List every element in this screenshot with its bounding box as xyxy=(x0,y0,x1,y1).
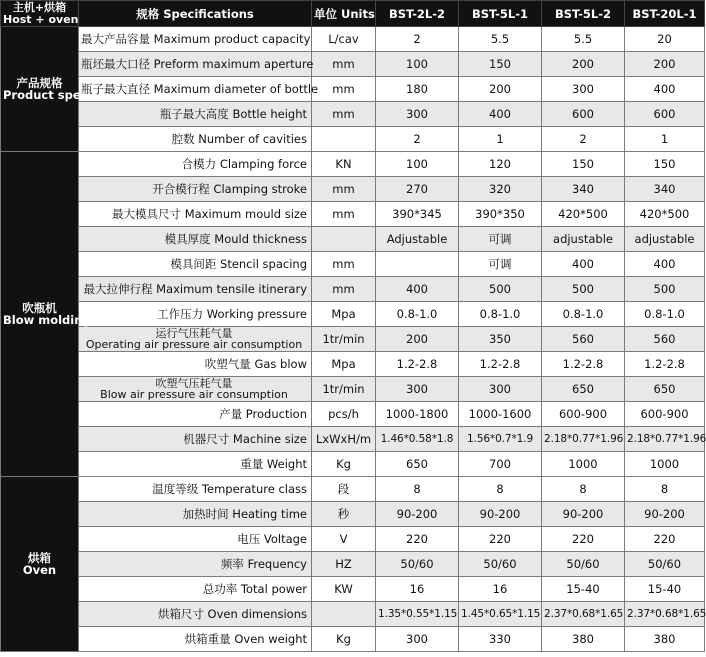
spec-name: 模具厚度 Mould thickness xyxy=(79,227,312,252)
spec-value: 1 xyxy=(459,127,542,152)
spec-name-cn: 运行气压耗气量 xyxy=(155,327,233,340)
table-row xyxy=(1,452,705,477)
table-header xyxy=(1,1,705,27)
spec-unit: mm xyxy=(312,77,376,102)
table-row xyxy=(1,127,705,152)
section-label-en: Oven xyxy=(22,563,57,577)
spec-name: 温度等级 Temperature class xyxy=(79,477,312,502)
spec-unit xyxy=(312,227,376,252)
table-row xyxy=(1,377,705,402)
spec-value: 220 xyxy=(459,527,542,552)
spec-value: 300 xyxy=(376,377,459,402)
spec-name: 最大模具尺寸 Maximum mould size xyxy=(79,202,312,227)
spec-value: 200 xyxy=(459,77,542,102)
table-row xyxy=(1,402,705,427)
spec-name: 瓶子最大高度 Bottle height xyxy=(79,102,312,127)
spec-name: 模具间距 Stencil spacing xyxy=(79,252,312,277)
spec-value: 1000-1800 xyxy=(376,402,459,427)
table-row xyxy=(1,327,705,352)
header-model: BST-5L-1 xyxy=(459,1,542,27)
table-row xyxy=(1,52,705,77)
spec-value: 90-200 xyxy=(459,502,542,527)
section-label xyxy=(1,152,150,477)
spec-value: 380 xyxy=(625,627,705,652)
spec-unit: 段 xyxy=(312,477,376,502)
header-unit: 单位 Units xyxy=(312,1,376,27)
spec-value: Adjustable xyxy=(376,227,459,252)
spec-value xyxy=(376,252,459,277)
header-corner-cn: 主机+烘箱 xyxy=(12,0,67,14)
spec-value: 1.35*0.55*1.15 xyxy=(376,602,459,627)
spec-value: 390*345 xyxy=(376,202,459,227)
spec-value: 1.56*0.7*1.9 xyxy=(459,427,542,452)
spec-value: 可调 xyxy=(459,227,542,252)
spec-value: 560 xyxy=(542,327,625,352)
spec-value: 0.8-1.0 xyxy=(459,302,542,327)
spec-value: 2 xyxy=(376,127,459,152)
spec-value: 5.5 xyxy=(542,27,625,52)
spec-unit: 1tr/min xyxy=(312,327,376,352)
spec-unit: Mpa xyxy=(312,352,376,377)
spec-name-cn: 吹塑气压耗气量 xyxy=(155,377,233,390)
spec-value: 200 xyxy=(625,52,705,77)
table-row xyxy=(1,252,705,277)
spec-value: 0.8-1.0 xyxy=(542,302,625,327)
spec-name-en: Blow air pressure air consumption xyxy=(100,388,288,401)
table-row xyxy=(1,277,705,302)
spec-name: 烘箱尺寸 Oven dimensions xyxy=(79,602,312,627)
spec-value: 16 xyxy=(459,577,542,602)
header-corner-en: Host + oven xyxy=(3,12,79,26)
spec-value: 500 xyxy=(459,277,542,302)
spec-unit: mm xyxy=(312,277,376,302)
spec-value: 15-40 xyxy=(625,577,705,602)
spec-name: 频率 Frequency xyxy=(79,552,312,577)
table-row xyxy=(1,102,705,127)
spec-value: 100 xyxy=(376,152,459,177)
spec-value: 380 xyxy=(542,627,625,652)
spec-value: 5.5 xyxy=(459,27,542,52)
spec-name: 最大拉伸行程 Maximum tensile itinerary xyxy=(79,277,312,302)
spec-value: 420*500 xyxy=(625,202,705,227)
spec-unit: Kg xyxy=(312,627,376,652)
spec-value: 270 xyxy=(376,177,459,202)
table-row xyxy=(1,477,705,502)
spec-value: 50/60 xyxy=(459,552,542,577)
spec-value: 200 xyxy=(376,327,459,352)
spec-value: 16 xyxy=(376,577,459,602)
spec-value: 20 xyxy=(625,27,705,52)
spec-value: 300 xyxy=(542,77,625,102)
spec-name: 开合模行程 Clamping stroke xyxy=(79,177,312,202)
spec-value: 180 xyxy=(376,77,459,102)
spec-value: 8 xyxy=(376,477,459,502)
spec-name: 机器尺寸 Machine size xyxy=(79,427,312,452)
spec-value: 0.8-1.0 xyxy=(376,302,459,327)
spec-value: 600 xyxy=(625,102,705,127)
spec-value: 560 xyxy=(625,327,705,352)
header-corner xyxy=(1,1,79,27)
section-label xyxy=(1,477,79,652)
spec-unit: pcs/h xyxy=(312,402,376,427)
spec-unit: L/cav xyxy=(312,27,376,52)
spec-value: 15-40 xyxy=(542,577,625,602)
spec-value: 500 xyxy=(542,277,625,302)
spec-value: 1.2-2.8 xyxy=(376,352,459,377)
table-row xyxy=(1,427,705,452)
spec-value: 300 xyxy=(459,377,542,402)
spec-value: 420*500 xyxy=(542,202,625,227)
section-label xyxy=(1,27,147,152)
spec-value: 50/60 xyxy=(625,552,705,577)
spec-value: 150 xyxy=(459,52,542,77)
spec-value: 50/60 xyxy=(542,552,625,577)
spec-name: 腔数 Number of cavities xyxy=(79,127,312,152)
spec-name: 重量 Weight xyxy=(79,452,312,477)
spec-name: 电压 Voltage xyxy=(79,527,312,552)
spec-value: 1000 xyxy=(542,452,625,477)
spec-unit: HZ xyxy=(312,552,376,577)
spec-value: 2.37*0.68*1.65 xyxy=(625,602,705,627)
header-model: BST-2L-2 xyxy=(376,1,459,27)
spec-value: 1.2-2.8 xyxy=(542,352,625,377)
spec-value: 90-200 xyxy=(625,502,705,527)
spec-value: 150 xyxy=(542,152,625,177)
spec-value: 2 xyxy=(542,127,625,152)
spec-value: 340 xyxy=(625,177,705,202)
section-label-cn: 吹瓶机 xyxy=(22,301,57,315)
spec-value: 400 xyxy=(459,102,542,127)
spec-value: 600 xyxy=(542,102,625,127)
spec-value: 0.8-1.0 xyxy=(625,302,705,327)
section-label-cn: 产品规格 xyxy=(16,76,63,90)
spec-value: 200 xyxy=(542,52,625,77)
spec-value: 320 xyxy=(459,177,542,202)
spec-unit: mm xyxy=(312,177,376,202)
table-row xyxy=(1,602,705,627)
spec-unit: V xyxy=(312,527,376,552)
spec-unit: Kg xyxy=(312,452,376,477)
spec-unit: mm xyxy=(312,202,376,227)
table-row xyxy=(1,352,705,377)
table-row xyxy=(1,27,705,52)
spec-unit: LxWxH/m xyxy=(312,427,376,452)
spec-unit: KW xyxy=(312,577,376,602)
spec-name: 工作压力 Working pressure xyxy=(79,302,312,327)
spec-value: 650 xyxy=(542,377,625,402)
table-row xyxy=(1,577,705,602)
spec-value: 8 xyxy=(459,477,542,502)
spec-name xyxy=(79,327,312,352)
spec-unit: mm xyxy=(312,52,376,77)
spec-name: 合模力 Clamping force xyxy=(79,152,312,177)
spec-value: 220 xyxy=(376,527,459,552)
spec-value: 8 xyxy=(542,477,625,502)
spec-value: 700 xyxy=(459,452,542,477)
table-body xyxy=(1,27,705,652)
section-label-cn: 烘箱 xyxy=(28,551,51,565)
spec-unit: 1tr/min xyxy=(312,377,376,402)
spec-value: 2.18*0.77*1.96 xyxy=(625,427,705,452)
spec-value: 1.46*0.58*1.8 xyxy=(376,427,459,452)
spec-unit: 秒 xyxy=(312,502,376,527)
spec-name: 吹塑气量 Gas blow xyxy=(79,352,312,377)
spec-value: 90-200 xyxy=(542,502,625,527)
table-row xyxy=(1,502,705,527)
spec-unit: mm xyxy=(312,102,376,127)
spec-value: 600-900 xyxy=(625,402,705,427)
spec-unit: Mpa xyxy=(312,302,376,327)
spec-value: 50/60 xyxy=(376,552,459,577)
table-row xyxy=(1,227,705,252)
spec-value: 1.2-2.8 xyxy=(625,352,705,377)
spec-value: 1 xyxy=(625,127,705,152)
spec-value: 8 xyxy=(625,477,705,502)
spec-value: 500 xyxy=(625,277,705,302)
spec-value: 220 xyxy=(625,527,705,552)
spec-name: 最大产品容量 Maximum product capacity xyxy=(79,27,312,52)
spec-value: 390*350 xyxy=(459,202,542,227)
spec-value: 1.45*0.65*1.15 xyxy=(459,602,542,627)
spec-unit: KN xyxy=(312,152,376,177)
table-row xyxy=(1,202,705,227)
spec-value: 150 xyxy=(625,152,705,177)
spec-unit xyxy=(312,602,376,627)
spec-value: 90-200 xyxy=(376,502,459,527)
spec-name xyxy=(79,377,312,402)
table-row xyxy=(1,527,705,552)
spec-value: 300 xyxy=(376,627,459,652)
spec-value: 220 xyxy=(542,527,625,552)
spec-name: 总功率 Total power xyxy=(79,577,312,602)
spec-name: 加热时间 Heating time xyxy=(79,502,312,527)
spec-value: adjustable xyxy=(542,227,625,252)
spec-value: 330 xyxy=(459,627,542,652)
spec-value: 120 xyxy=(459,152,542,177)
spec-value: 400 xyxy=(376,277,459,302)
spec-value: 400 xyxy=(625,77,705,102)
spec-unit xyxy=(312,127,376,152)
spec-name: 产量 Production xyxy=(79,402,312,427)
header-model: BST-5L-2 xyxy=(542,1,625,27)
spec-value: 350 xyxy=(459,327,542,352)
spec-value: 100 xyxy=(376,52,459,77)
spec-value: 400 xyxy=(542,252,625,277)
table-row xyxy=(1,177,705,202)
spec-value: 340 xyxy=(542,177,625,202)
spec-name: 瓶坯最大口径 Preform maximum aperture xyxy=(79,52,312,77)
spec-value: 可调 xyxy=(459,252,542,277)
section-label-en: Product specifications xyxy=(3,88,147,102)
spec-name: 烘箱重量 Oven weight xyxy=(79,627,312,652)
spec-value: 1000 xyxy=(625,452,705,477)
spec-value: 2.37*0.68*1.65 xyxy=(542,602,625,627)
spec-value: 1000-1600 xyxy=(459,402,542,427)
spec-value: 2.18*0.77*1.96 xyxy=(542,427,625,452)
spec-unit: mm xyxy=(312,252,376,277)
spec-value: 1.2-2.8 xyxy=(459,352,542,377)
table-row xyxy=(1,627,705,652)
spec-value: 400 xyxy=(625,252,705,277)
spec-value: 300 xyxy=(376,102,459,127)
spec-value: 600-900 xyxy=(542,402,625,427)
spec-value: adjustable xyxy=(625,227,705,252)
header-row xyxy=(1,1,705,27)
spec-value: 650 xyxy=(376,452,459,477)
spec-value: 2 xyxy=(376,27,459,52)
header-model: BST-20L-1 xyxy=(625,1,705,27)
section-label-en: Blow molding machine xyxy=(3,313,150,327)
spec-name-en: Operating air pressure air consumption xyxy=(85,338,303,351)
table-row xyxy=(1,552,705,577)
header-spec: 规格 Specifications xyxy=(79,1,312,27)
table-row xyxy=(1,152,705,177)
spec-name: 瓶子最大直径 Maximum diameter of bottle xyxy=(79,77,312,102)
spec-value: 650 xyxy=(625,377,705,402)
